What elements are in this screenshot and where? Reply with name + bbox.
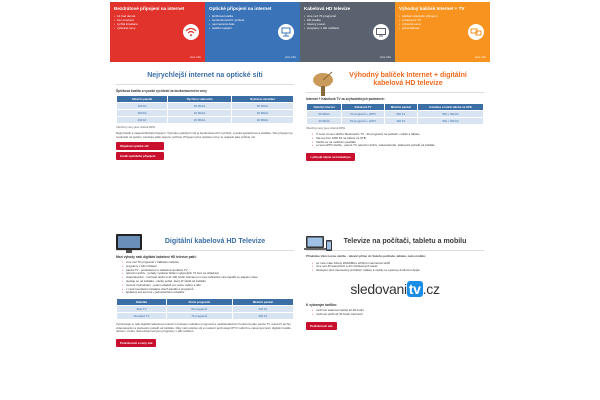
- table-cell: 490 Kč: [117, 103, 168, 110]
- table-cell: 359 Kč: [232, 313, 293, 320]
- vat-note: Všechny ceny jsou včetně DPH: [306, 126, 346, 130]
- table-row: [117, 117, 294, 124]
- list-item: • v ceně kompletní instalace všech kanálů a programů: [122, 288, 294, 292]
- table-cell: 50 Mbit/s: [232, 103, 294, 110]
- table-header: Rychlost stahování: [168, 96, 232, 103]
- list-item: • videorekordér - možnost uložit si až 100 hodin záznamu s nové nahrávání více kanálů ve stejném čase: [122, 276, 294, 280]
- tile-bullet: • a kabelové TV: [399, 18, 457, 22]
- bundle-contact-button[interactable]: > připojit zájmu na kontakt.pe: [306, 153, 355, 161]
- mobile-tv-panel: [300, 228, 490, 394]
- tile-bullet: • neomezená data: [209, 22, 267, 26]
- table-header: Instalace a kratší záloha na STB: [417, 104, 483, 111]
- mobile-features: [312, 262, 484, 273]
- tile-title: Výhodný balíček Internet + TV: [399, 6, 465, 11]
- table-header: Optický internet: [307, 104, 342, 111]
- hdtv-price-table: [116, 298, 294, 320]
- tile-title: Kabelová HD televize: [304, 6, 351, 11]
- bundle-icon: [468, 24, 484, 40]
- list-item: • Sleďte se na mobilním paušálu: [312, 141, 484, 145]
- table-header: Měsíční paušál: [117, 96, 168, 103]
- tile-title: Bezdrátové připojení na internet: [114, 6, 185, 11]
- tile-bullet: • výhodná cena: [399, 22, 457, 26]
- hdtv-features: [122, 261, 294, 295]
- tile-optical[interactable]: [205, 2, 300, 62]
- tile-bullets: [304, 14, 362, 30]
- bundle-price-table: [306, 103, 484, 125]
- list-item: • špičkový set-top box v jednoduchém ovládání: [122, 291, 294, 295]
- mobile-features-2: [312, 309, 484, 317]
- fiber-price-table: [116, 95, 294, 124]
- bundle-subtitle: Internet + Kabelová TV za zvýhodněných podmínek:: [306, 97, 385, 101]
- wifi-icon: [183, 24, 199, 40]
- bundle-heading: Výhodný balíček Internet + digitální kabelová HD televize: [349, 72, 467, 87]
- table-cell: 53 programů: [167, 306, 233, 313]
- vat-note: Všechny ceny jsou včetně DPH: [116, 125, 156, 129]
- list-item: • V ceně rovnou službu Sledovanitv TV - 40 programů na počítači, mobilu a tabletu: [312, 133, 484, 137]
- tv-icon: [373, 24, 389, 40]
- devices-icon: [304, 234, 334, 256]
- tile-wireless[interactable]: [110, 2, 205, 62]
- tile-bullet: • jedna faktura: [399, 26, 457, 30]
- table-cell: 40 Mbit/s: [168, 110, 232, 117]
- more-info-link[interactable]: více info: [284, 55, 296, 59]
- table-cell: 500 + 500 Kč: [417, 111, 483, 118]
- tile-bullet: • časový posun: [304, 22, 362, 26]
- table-row: [117, 313, 294, 320]
- tv-set-icon: [114, 232, 148, 254]
- bundle-features: [312, 133, 484, 148]
- tile-bullet: • více než 76 programů: [304, 14, 362, 18]
- tile-bundle[interactable]: [395, 2, 490, 62]
- tile-bullet: • rychlá instalace: [114, 22, 172, 26]
- table-cell: 76 programů: [167, 313, 233, 320]
- fiber-panel: [110, 62, 300, 222]
- table-header: Měsíční paušál: [232, 299, 293, 306]
- fiber-heading: Nejrychlejší internet na optické síti: [147, 72, 263, 79]
- table-cell: 50 Mbit/s: [168, 103, 232, 110]
- order-fiber-button[interactable]: Objednat optické síti: [116, 142, 164, 150]
- tile-bullet: • programy v HD rozlišení: [304, 26, 362, 30]
- table-cell: 500 + 500 Kč: [417, 118, 483, 125]
- mobile-heading: Televize na počítači, tabletu a mobilu: [343, 238, 467, 245]
- tile-bullet: • 14 hod denně: [114, 14, 172, 18]
- hdtv-description: Vychutnejte si naši digitální kabelovou televizi s bohatou nabídkou programů a nadstandardními funkcemi jako pauza TV, televizní archiv, videorekordér a stahování pořadů od začátku. Díky naší optické síti a moderní technologii IPTV nabízíme nekompromisní digitální kvalitu obrazu i zvuku. Samozřejmostí jsou programy v HD rozlišení.: [116, 322, 292, 334]
- table-cell: 76 programů + ePPV: [342, 111, 384, 118]
- table-header: Kabelová TV: [342, 104, 384, 111]
- list-item: • po ruce máte Sítrety ZDARMA k stříbrné internetové tarifů: [312, 262, 484, 266]
- list-item: • programy v HD rozlišení: [122, 265, 294, 269]
- table-header: Měsíční paušál: [384, 104, 417, 111]
- mobile-intro: Přinášíme Vám novou službu - televizi přímo do Vašeho počítače, tabletu, nebo mobilu:: [306, 254, 426, 258]
- table-cell: Start TV: [117, 306, 167, 313]
- network-icon: [278, 24, 294, 40]
- fiber-pricelist-button[interactable]: Ceník optického připojení: [116, 152, 164, 160]
- mobile-sub2: K vybraným tarifům:: [306, 302, 337, 307]
- table-cell: 390 Kč: [117, 110, 168, 117]
- divider: [116, 84, 294, 85]
- logo-tv: tv: [408, 280, 421, 297]
- more-info-link[interactable]: více info: [474, 55, 486, 59]
- logo-domain: .cz: [422, 280, 440, 297]
- table-cell: 40 Mbit/s: [232, 110, 294, 117]
- list-item: • Set-top box 1000 Kč na záloze za STB: [312, 137, 484, 141]
- tile-bullet: • bez omezení: [114, 18, 172, 22]
- table-header: Počet programů: [167, 299, 233, 306]
- more-info-link[interactable]: více info: [379, 55, 391, 59]
- tile-title: Optické připojení na internet: [209, 6, 272, 11]
- sledovanitv-logo: [306, 281, 484, 297]
- list-item: • možnost uložit až 40 hodin záznamů: [312, 313, 484, 317]
- satellite-dish-icon: [306, 68, 340, 98]
- table-cell: 50 Mbit/s: [307, 111, 342, 118]
- table-header: Rychlost odesílání: [232, 96, 294, 103]
- more-info-link[interactable]: více info: [189, 55, 201, 59]
- hdtv-details-button[interactable]: Podrobnosti a ceny zde: [116, 339, 156, 347]
- tile-bullet: • balíček optického připojení: [399, 14, 457, 18]
- table-cell: 650 Kč: [384, 111, 417, 118]
- table-row: [307, 118, 484, 125]
- tile-bullet: • bezkonkurenční rychlost: [209, 18, 267, 22]
- table-row: [117, 306, 294, 313]
- list-item: • a ceně ePPV služby - pauza TV, televizní archiv, videorekordér, stahování pořadů od začátku: [312, 144, 484, 148]
- list-item: • sleduje se od začátku - sleduj pořad, který již začal od začátku: [122, 280, 294, 284]
- row-2: [110, 228, 490, 394]
- tile-bullet: • stabilní spojení: [209, 26, 267, 30]
- table-cell: 53 programů + ePPV: [342, 118, 384, 125]
- page: [110, 2, 490, 398]
- service-tiles: [110, 2, 490, 62]
- tile-bullet: • špičková kvalita: [209, 14, 267, 18]
- table-cell: 290 Kč: [117, 117, 168, 124]
- tile-bullets: [209, 14, 267, 30]
- tile-cable-tv[interactable]: [300, 2, 395, 62]
- hdtv-subtitle: Mezi výhody naší digitální kabelové HD televize patří:: [116, 255, 197, 259]
- table-cell: Standard TV: [117, 313, 167, 320]
- table-cell: 329 Kč: [232, 306, 293, 313]
- tile-bullets: [399, 14, 457, 30]
- fiber-subtitle: Špičková kvalita a vysoké rychlosti za bezkonkurenční ceny: [116, 89, 207, 93]
- tile-bullet: • výhodné ceny: [114, 26, 172, 30]
- row-1: [110, 62, 490, 222]
- logo-text: sledovani: [350, 280, 407, 297]
- tile-bullet: • HD kvalita: [304, 18, 362, 22]
- table-row: [117, 103, 294, 110]
- table-row: [117, 110, 294, 117]
- list-item: • pauza TV - pozastavení a následné spuštění TV: [122, 269, 294, 273]
- bundle-panel: [300, 62, 490, 222]
- list-item: • televizní archiv - pořady vysílané během uplynulých 72 hod. ke shlédnutí: [122, 272, 294, 276]
- fiber-description: Nejrychlejší a nejspolehlivější připojení. Výhodou optických sítí je bezkonkurenční rychlost, vysoká spolehlivost a stabilita. Toto připojení je nezávislé na počasí, zaručuje stále stejnou rychlost. Připojení přes optickou síť je to nejlepší jaké můžete mít.: [116, 131, 293, 139]
- table-row: [307, 111, 484, 118]
- table-cell: 30 Mbit/s: [307, 118, 342, 125]
- tile-bullets: [114, 14, 172, 30]
- hdtv-heading: Digitální kabelová HD Televize: [164, 238, 266, 245]
- list-item: • více než 40 televizních a 20 rozhlasových stanic: [312, 265, 484, 269]
- list-item: • dostupné přes internetový prohlížeč, tablety a mobily se systémy Android a Apple: [312, 269, 484, 273]
- list-item: • možnost sledovat zpětně až 30 hodin: [312, 309, 484, 313]
- table-cell: 30 Mbit/s: [168, 117, 232, 124]
- list-item: • cenové zvýhodnění - jeden ovladač pro celou rodinu a děti: [122, 284, 294, 288]
- list-item: • více než 76 programů v základní nabídce: [122, 261, 294, 265]
- table-cell: 460 Kč: [384, 118, 417, 125]
- table-cell: 20 Mbit/s: [232, 117, 294, 124]
- mobile-details-button[interactable]: Podrobnosti zde: [306, 322, 337, 330]
- table-header: Nabídka: [117, 299, 167, 306]
- hdtv-panel: [110, 228, 300, 394]
